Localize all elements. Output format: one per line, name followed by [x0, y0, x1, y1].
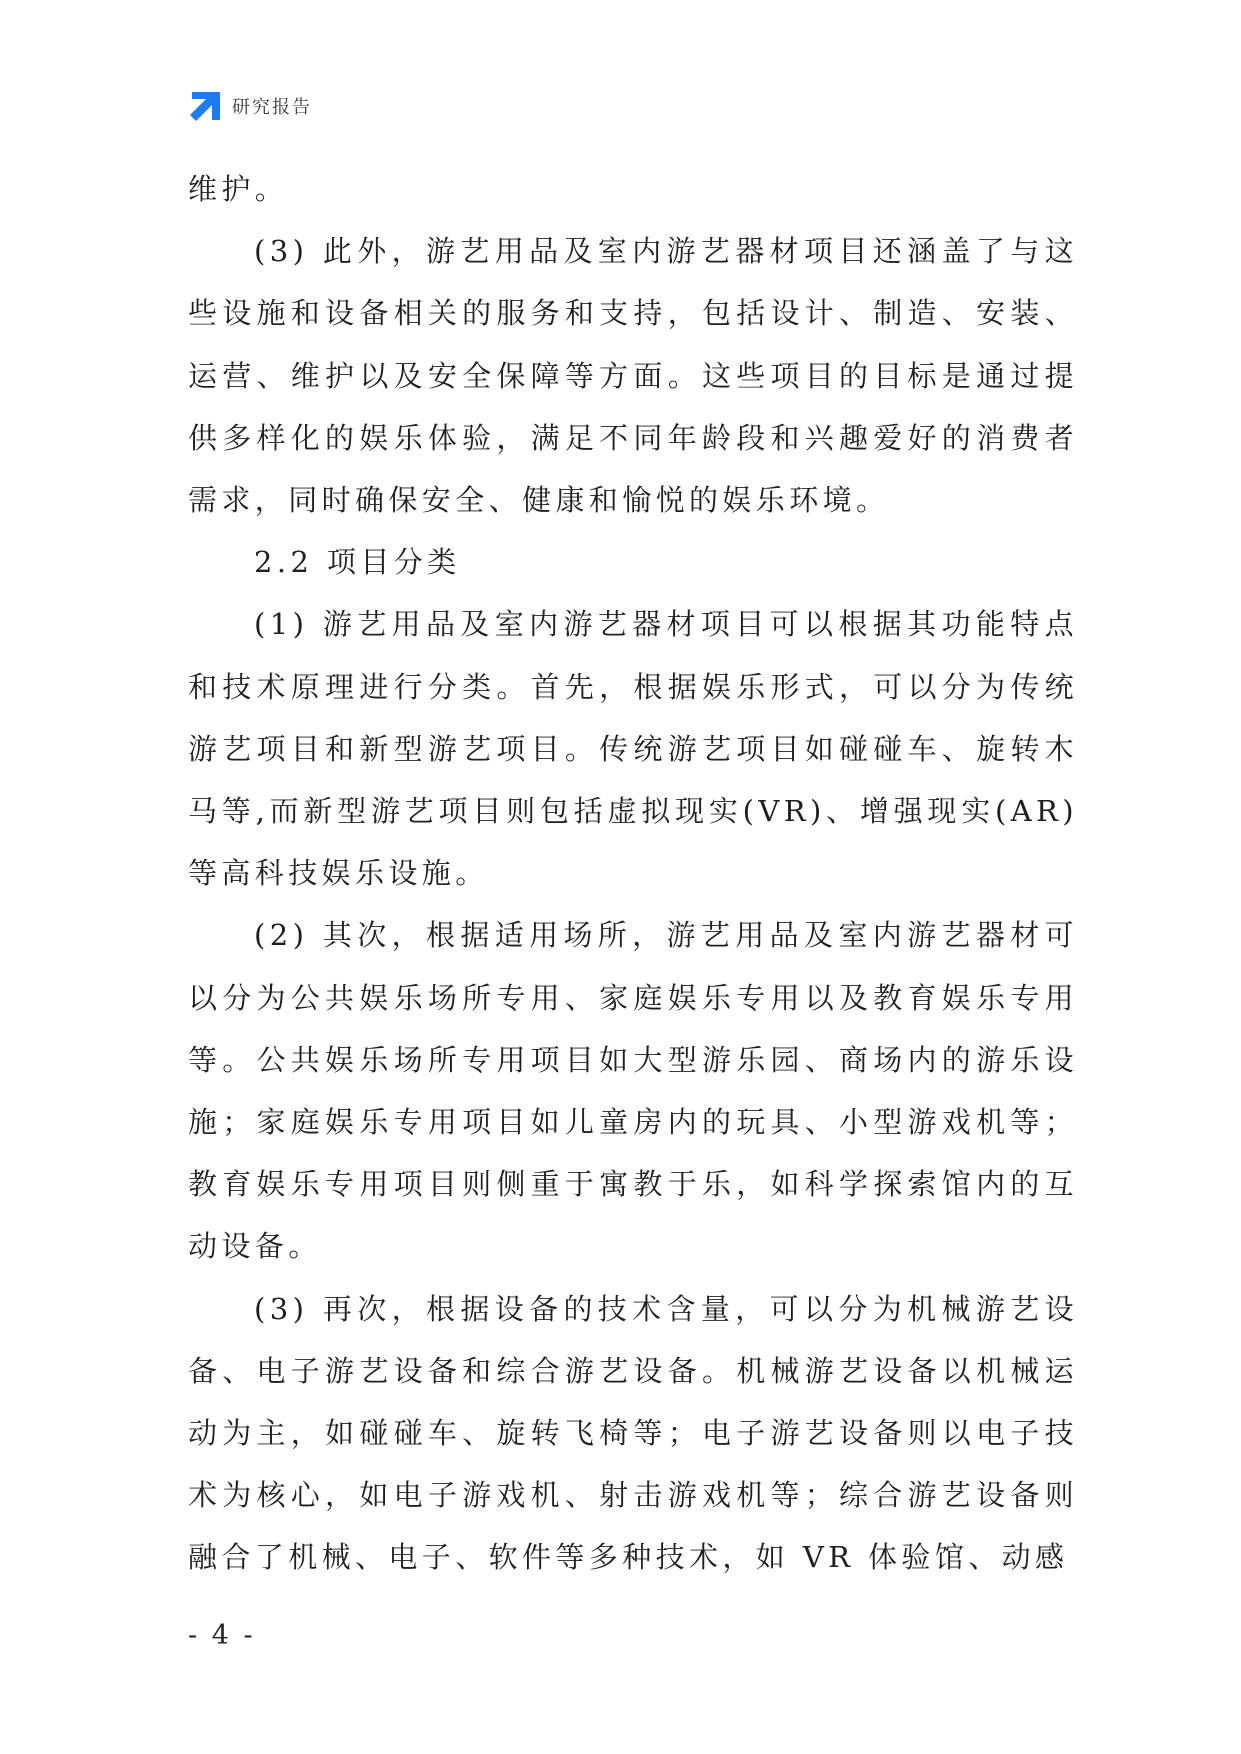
- paragraph-1-classification: (1) 游艺用品及室内游艺器材项目可以根据其功能特点和技术原理进行分类。首先，根据娱乐形式，可以分为传统游艺项目和新型游艺项目。传统游艺项目如碰碰车、旋转木马等,而新型游艺项目则包括虚拟现实(VR)、增强现实(AR)等高科技娱乐设施。: [188, 607, 1078, 891]
- page-number: - 4 -: [188, 1620, 256, 1651]
- document-body: [188, 158, 1078, 1589]
- report-header: [188, 88, 312, 124]
- paragraph-3-technology: (3) 再次，根据设备的技术含量，可以分为机械游艺设备、电子游艺设备和综合游艺设备。机械游艺设备以机械运动为主，如碰碰车、旋转飞椅等；电子游艺设备则以电子技术为核心，如电子游戏机、射击游戏机等；综合游艺设备则融合了机械、电子、软件等多种技术，如 VR 体验馆、动感: [188, 1291, 1078, 1575]
- section-heading: 2.2 项目分类: [254, 545, 461, 580]
- paragraph-continuation: 维护。: [188, 172, 289, 206]
- paragraph-3-scope: (3) 此外，游艺用品及室内游艺器材项目还涵盖了与这些设施和设备相关的服务和支持，包括设计、制造、安装、运营、维护以及安全保障等方面。这些项目的目标是通过提供多样化的娱乐体验，满足不同年龄段和兴趣爱好的消费者需求，同时确保安全、健康和愉悦的娱乐环境。: [188, 234, 1078, 518]
- header-title: 研究报告: [232, 97, 312, 118]
- paragraph-2-venue: (2) 其次，根据适用场所，游艺用品及室内游艺器材可以分为公共娱乐场所专用、家庭娱乐专用以及教育娱乐专用等。公共娱乐场所专用项目如大型游乐园、商场内的游乐设施；家庭娱乐专用项目如儿童房内的玩具、小型游戏机等；教育娱乐专用项目则侧重于寓教于乐，如科学探索馆内的互动设备。: [188, 918, 1078, 1264]
- arrow-up-right-icon: [188, 90, 222, 122]
